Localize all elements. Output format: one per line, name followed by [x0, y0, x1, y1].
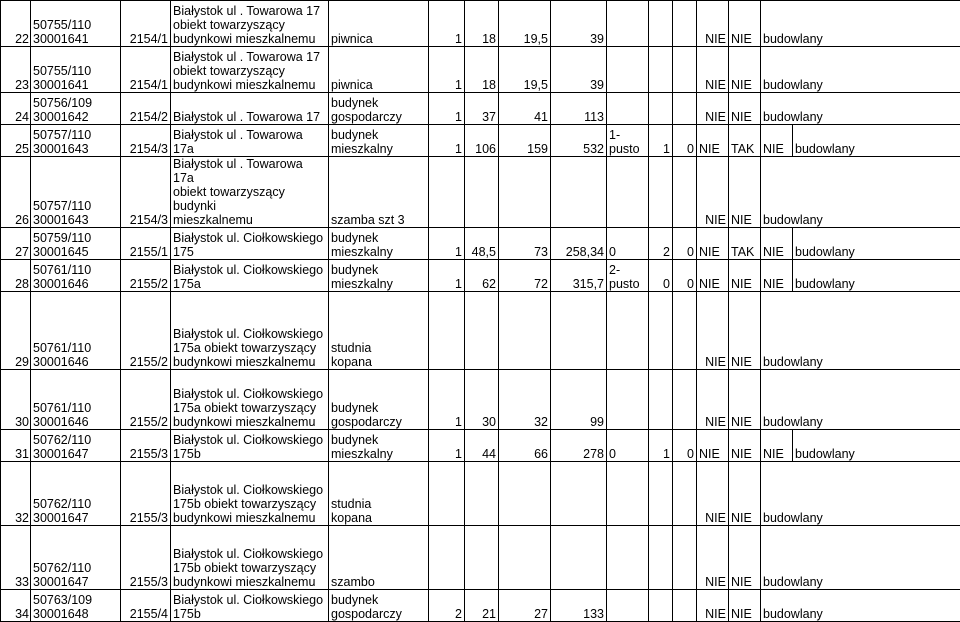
cell-h: NIE — [729, 430, 761, 462]
cell-e — [649, 93, 673, 125]
cell-c: 532 — [551, 125, 607, 157]
table-row — [1, 93, 960, 125]
cell-a: 18 — [465, 47, 499, 93]
cell-adres: Białystok ul . Towarowa 17 — [171, 93, 329, 125]
cell-id: 50762/110 30001647 — [31, 430, 121, 462]
cell-a — [465, 157, 499, 228]
cell-h: TAK — [729, 125, 761, 157]
cell-b: 27 — [499, 590, 551, 622]
cell-e — [649, 370, 673, 430]
cell-rodzaj: budynek gospodarczy — [329, 370, 429, 430]
cell-k: 1 — [429, 1, 465, 47]
cell-adres: Białystok ul. Ciołkowskiego 175 — [171, 228, 329, 260]
cell-j: budowlany — [793, 228, 960, 260]
cell-lp: 28 — [1, 260, 31, 292]
cell-b: 41 — [499, 93, 551, 125]
cell-dz: 2155/1 — [121, 228, 171, 260]
cell-e — [649, 47, 673, 93]
cell-k — [429, 526, 465, 590]
cell-f — [673, 1, 697, 47]
cell-j: budowlany — [793, 260, 960, 292]
cell-f: 0 — [673, 430, 697, 462]
cell-c — [551, 157, 607, 228]
cell-dz: 2154/1 — [121, 47, 171, 93]
cell-e — [649, 590, 673, 622]
cell-b: 32 — [499, 370, 551, 430]
cell-d — [607, 370, 649, 430]
cell-rodzaj: budynek gospodarczy — [329, 93, 429, 125]
cell-rodzaj: szamba szt 3 — [329, 157, 429, 228]
cell-dz: 2155/3 — [121, 430, 171, 462]
cell-e — [649, 1, 673, 47]
cell-d — [607, 526, 649, 590]
cell-lp: 22 — [1, 1, 31, 47]
cell-adres: Białystok ul. Ciołkowskiego 175a obiekt towarzyszący budynkowi mieszkalnemu — [171, 292, 329, 370]
cell-adres: Białystok ul. Ciołkowskiego 175a obiekt towarzyszący budynkowi mieszkalnemu — [171, 370, 329, 430]
cell-rodzaj: studnia kopana — [329, 462, 429, 526]
cell-f — [673, 462, 697, 526]
cell-k: 1 — [429, 125, 465, 157]
cell-f — [673, 370, 697, 430]
cell-i: NIE — [761, 260, 793, 292]
cell-f: 0 — [673, 125, 697, 157]
cell-d — [607, 93, 649, 125]
cell-rodzaj: budynek mieszkalny — [329, 228, 429, 260]
cell-h: NIE — [729, 526, 761, 590]
cell-d — [607, 292, 649, 370]
cell-k: 1 — [429, 47, 465, 93]
cell-h: NIE — [729, 462, 761, 526]
cell-g: NIE — [697, 93, 729, 125]
table-row — [1, 590, 960, 622]
cell-id: 50757/110 30001643 — [31, 125, 121, 157]
table-row — [1, 228, 960, 260]
cell-lp: 30 — [1, 370, 31, 430]
cell-adres: Białystok ul. Ciołkowskiego 175b — [171, 590, 329, 622]
cell-i: budowlany — [761, 526, 960, 590]
cell-dz: 2155/4 — [121, 590, 171, 622]
cell-d — [607, 1, 649, 47]
cell-i: NIE — [761, 430, 793, 462]
cell-c: 278 — [551, 430, 607, 462]
cell-id: 50756/109 30001642 — [31, 93, 121, 125]
cell-h: NIE — [729, 292, 761, 370]
cell-b — [499, 157, 551, 228]
cell-k: 1 — [429, 93, 465, 125]
cell-f — [673, 590, 697, 622]
cell-i: budowlany — [761, 292, 960, 370]
cell-id: 50755/110 30001641 — [31, 47, 121, 93]
cell-dz: 2155/3 — [121, 526, 171, 590]
cell-adres: Białystok ul . Towarowa 17 obiekt towarzyszący budynkowi mieszkalnemu — [171, 47, 329, 93]
cell-lp: 31 — [1, 430, 31, 462]
cell-e — [649, 526, 673, 590]
cell-lp: 29 — [1, 292, 31, 370]
cell-f — [673, 157, 697, 228]
cell-lp: 24 — [1, 93, 31, 125]
cell-i: budowlany — [761, 157, 960, 228]
cell-b: 73 — [499, 228, 551, 260]
table-row — [1, 47, 960, 93]
cell-lp: 34 — [1, 590, 31, 622]
cell-adres: Białystok ul . Towarowa 17a obiekt towarzyszący budynki mieszkalnemu — [171, 157, 329, 228]
table-row — [1, 462, 960, 526]
cell-k: 1 — [429, 430, 465, 462]
cell-d: 0 — [607, 430, 649, 462]
cell-k: 1 — [429, 228, 465, 260]
cell-f — [673, 292, 697, 370]
cell-g: NIE — [697, 157, 729, 228]
cell-g: NIE — [697, 430, 729, 462]
cell-g: NIE — [697, 292, 729, 370]
cell-dz: 2155/2 — [121, 292, 171, 370]
cell-i: budowlany — [761, 93, 960, 125]
cell-lp: 27 — [1, 228, 31, 260]
cell-k — [429, 462, 465, 526]
cell-k — [429, 292, 465, 370]
cell-b — [499, 526, 551, 590]
cell-k: 1 — [429, 370, 465, 430]
cell-b: 19,5 — [499, 47, 551, 93]
cell-dz: 2155/3 — [121, 462, 171, 526]
cell-adres: Białystok ul. Ciołkowskiego 175b — [171, 430, 329, 462]
cell-a: 18 — [465, 1, 499, 47]
cell-id: 50757/110 30001643 — [31, 157, 121, 228]
cell-j: budowlany — [793, 430, 960, 462]
cell-i: budowlany — [761, 370, 960, 430]
cell-id: 50761/110 30001646 — [31, 370, 121, 430]
table-row — [1, 157, 960, 228]
cell-f: 0 — [673, 228, 697, 260]
cell-e — [649, 292, 673, 370]
cell-a: 37 — [465, 93, 499, 125]
cell-dz: 2154/1 — [121, 1, 171, 47]
cell-dz: 2154/2 — [121, 93, 171, 125]
cell-h: NIE — [729, 47, 761, 93]
cell-id: 50761/110 30001646 — [31, 292, 121, 370]
cell-k: 2 — [429, 590, 465, 622]
cell-k: 1 — [429, 260, 465, 292]
cell-h: NIE — [729, 1, 761, 47]
cell-dz: 2155/2 — [121, 370, 171, 430]
cell-i: NIE — [761, 228, 793, 260]
cell-b: 72 — [499, 260, 551, 292]
cell-f: 0 — [673, 260, 697, 292]
cell-g: NIE — [697, 462, 729, 526]
cell-d — [607, 590, 649, 622]
cell-e: 2 — [649, 228, 673, 260]
cell-rodzaj: szambo — [329, 526, 429, 590]
cell-a: 62 — [465, 260, 499, 292]
cell-b — [499, 292, 551, 370]
cell-id: 50761/110 30001646 — [31, 260, 121, 292]
cell-h: NIE — [729, 590, 761, 622]
cell-i: budowlany — [761, 462, 960, 526]
cell-rodzaj: budynek gospodarczy — [329, 590, 429, 622]
cell-e: 1 — [649, 125, 673, 157]
table-body — [1, 1, 960, 622]
cell-c: 315,7 — [551, 260, 607, 292]
cell-b: 159 — [499, 125, 551, 157]
cell-g: NIE — [697, 526, 729, 590]
cell-adres: Białystok ul. Ciołkowskiego 175b obiekt towarzyszący budynkowi mieszkalnemu — [171, 462, 329, 526]
cell-h: NIE — [729, 260, 761, 292]
cell-g: NIE — [697, 228, 729, 260]
cell-dz: 2154/3 — [121, 125, 171, 157]
cell-h: NIE — [729, 93, 761, 125]
cell-h: TAK — [729, 228, 761, 260]
cell-i: budowlany — [761, 590, 960, 622]
cell-d: 1- pusto — [607, 125, 649, 157]
cell-lp: 25 — [1, 125, 31, 157]
cell-k — [429, 157, 465, 228]
cell-h: NIE — [729, 370, 761, 430]
cell-c: 258,34 — [551, 228, 607, 260]
cell-rodzaj: piwnica — [329, 1, 429, 47]
cell-c — [551, 462, 607, 526]
cell-e — [649, 157, 673, 228]
cell-adres: Białystok ul. Ciołkowskiego 175a — [171, 260, 329, 292]
cell-a — [465, 292, 499, 370]
cell-g: NIE — [697, 260, 729, 292]
cell-id: 50755/110 30001641 — [31, 1, 121, 47]
cell-a: 44 — [465, 430, 499, 462]
cell-rodzaj: studnia kopana — [329, 292, 429, 370]
cell-e: 0 — [649, 260, 673, 292]
cell-rodzaj: budynek mieszkalny — [329, 260, 429, 292]
cell-rodzaj: piwnica — [329, 47, 429, 93]
cell-d: 0 — [607, 228, 649, 260]
cell-a: 30 — [465, 370, 499, 430]
cell-lp: 32 — [1, 462, 31, 526]
cell-dz: 2155/2 — [121, 260, 171, 292]
cell-a: 106 — [465, 125, 499, 157]
cell-lp: 33 — [1, 526, 31, 590]
cell-b — [499, 462, 551, 526]
cell-g: NIE — [697, 370, 729, 430]
cell-c — [551, 526, 607, 590]
table-row — [1, 430, 960, 462]
cell-g: NIE — [697, 590, 729, 622]
cell-d — [607, 47, 649, 93]
cell-adres: Białystok ul . Towarowa 17 obiekt towarzyszący budynkowi mieszkalnemu — [171, 1, 329, 47]
cell-dz: 2154/3 — [121, 157, 171, 228]
cell-id: 50763/109 30001648 — [31, 590, 121, 622]
cell-i: budowlany — [761, 1, 960, 47]
cell-f — [673, 93, 697, 125]
cell-adres: Białystok ul. Ciołkowskiego 175b obiekt towarzyszący budynkowi mieszkalnemu — [171, 526, 329, 590]
cell-i: NIE — [761, 125, 793, 157]
table-row — [1, 260, 960, 292]
cell-h: NIE — [729, 157, 761, 228]
cell-e: 1 — [649, 430, 673, 462]
cell-c: 39 — [551, 1, 607, 47]
cell-f — [673, 526, 697, 590]
cell-a — [465, 526, 499, 590]
cell-id: 50762/110 30001647 — [31, 462, 121, 526]
cell-g: NIE — [697, 125, 729, 157]
cell-a — [465, 462, 499, 526]
cell-f — [673, 47, 697, 93]
cell-b: 19,5 — [499, 1, 551, 47]
cell-d — [607, 157, 649, 228]
cell-g: NIE — [697, 1, 729, 47]
cell-d — [607, 462, 649, 526]
cell-id: 50759/110 30001645 — [31, 228, 121, 260]
cell-c — [551, 292, 607, 370]
cell-b: 66 — [499, 430, 551, 462]
cell-c: 39 — [551, 47, 607, 93]
cell-rodzaj: budynek mieszkalny — [329, 430, 429, 462]
cell-rodzaj: budynek mieszkalny — [329, 125, 429, 157]
cell-lp: 26 — [1, 157, 31, 228]
cell-j: budowlany — [793, 125, 960, 157]
cell-c: 133 — [551, 590, 607, 622]
cell-id: 50762/110 30001647 — [31, 526, 121, 590]
cell-d: 2- pusto — [607, 260, 649, 292]
table-row — [1, 125, 960, 157]
cell-lp: 23 — [1, 47, 31, 93]
cell-a: 48,5 — [465, 228, 499, 260]
cell-i: budowlany — [761, 47, 960, 93]
table-row — [1, 526, 960, 590]
cell-a: 21 — [465, 590, 499, 622]
cell-e — [649, 462, 673, 526]
cell-g: NIE — [697, 47, 729, 93]
cell-c: 99 — [551, 370, 607, 430]
table-row — [1, 370, 960, 430]
table-row — [1, 292, 960, 370]
table-row — [1, 1, 960, 47]
cell-c: 113 — [551, 93, 607, 125]
cell-adres: Białystok ul . Towarowa 17a — [171, 125, 329, 157]
